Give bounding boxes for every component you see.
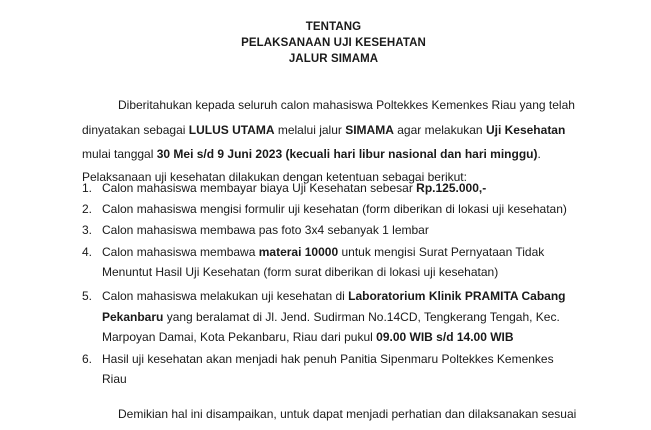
list-number: 3. [82,223,93,237]
intro-line-2: dinyatakan sebagai LULUS UTAMA melalui jalur SIMAMA agar melakukan Uji Kesehatan [82,123,566,137]
title-line-2: PELAKSANAAN UJI KESEHATAN [241,37,426,49]
closing-text: Demikian hal ini disampaikan, untuk dapat menjadi perhatian dan dilaksanakan sesuai [118,407,577,421]
title-line-1: TENTANG [305,21,362,33]
list-item: Calon mahasiswa membayar biaya Uji Kesehatan sebesar Rp.125.000,- [102,181,487,195]
list-number: 4. [82,245,93,259]
list-item-continuation: Pekanbaru yang beralamat di Jl. Jend. Sudirman No.14CD, Tengkerang Tengah, Kec. [102,310,560,324]
list-item-continuation: Marpoyan Damai, Kota Pekanbaru, Riau dari pukul 09.00 WIB s/d 14.00 WIB [102,330,514,344]
intro-line-1: Diberitahukan kepada seluruh calon mahasiswa Poltekkes Kemenkes Riau yang telah [118,98,575,112]
list-item: Calon mahasiswa mengisi formulir uji kesehatan (form diberikan di lokasi uji kesehatan) [102,202,567,216]
list-number: 2. [82,202,93,216]
list-item: Calon mahasiswa membawa pas foto 3x4 sebanyak 1 lembar [102,223,429,237]
list-number: 6. [82,352,93,366]
list-number: 5. [82,289,93,303]
intro-line-3: mulai tanggal 30 Mei s/d 9 Juni 2023 (kecuali hari libur nasional dan hari minggu). [82,147,541,161]
title-line-3: JALUR SIMAMA [288,53,379,65]
list-item-continuation: Menuntut Hasil Uji Kesehatan (form surat diberikan di lokasi uji kesehatan) [102,265,499,279]
list-item: Calon mahasiswa melakukan uji kesehatan di Laboratorium Klinik PRAMITA Cabang [102,289,566,303]
list-item-continuation: Riau [102,372,127,386]
list-item: Hasil uji kesehatan akan menjadi hak penuh Panitia Sipenmaru Poltekkes Kemenkes [102,352,554,366]
intro-line-4: Pelaksanaan uji kesehatan dilakukan dengan ketentuan sebagai berikut: [82,170,467,184]
list-item: Calon mahasiswa membawa materai 10000 untuk mengisi Surat Pernyataan Tidak [102,245,545,259]
list-number: 1. [82,181,93,195]
